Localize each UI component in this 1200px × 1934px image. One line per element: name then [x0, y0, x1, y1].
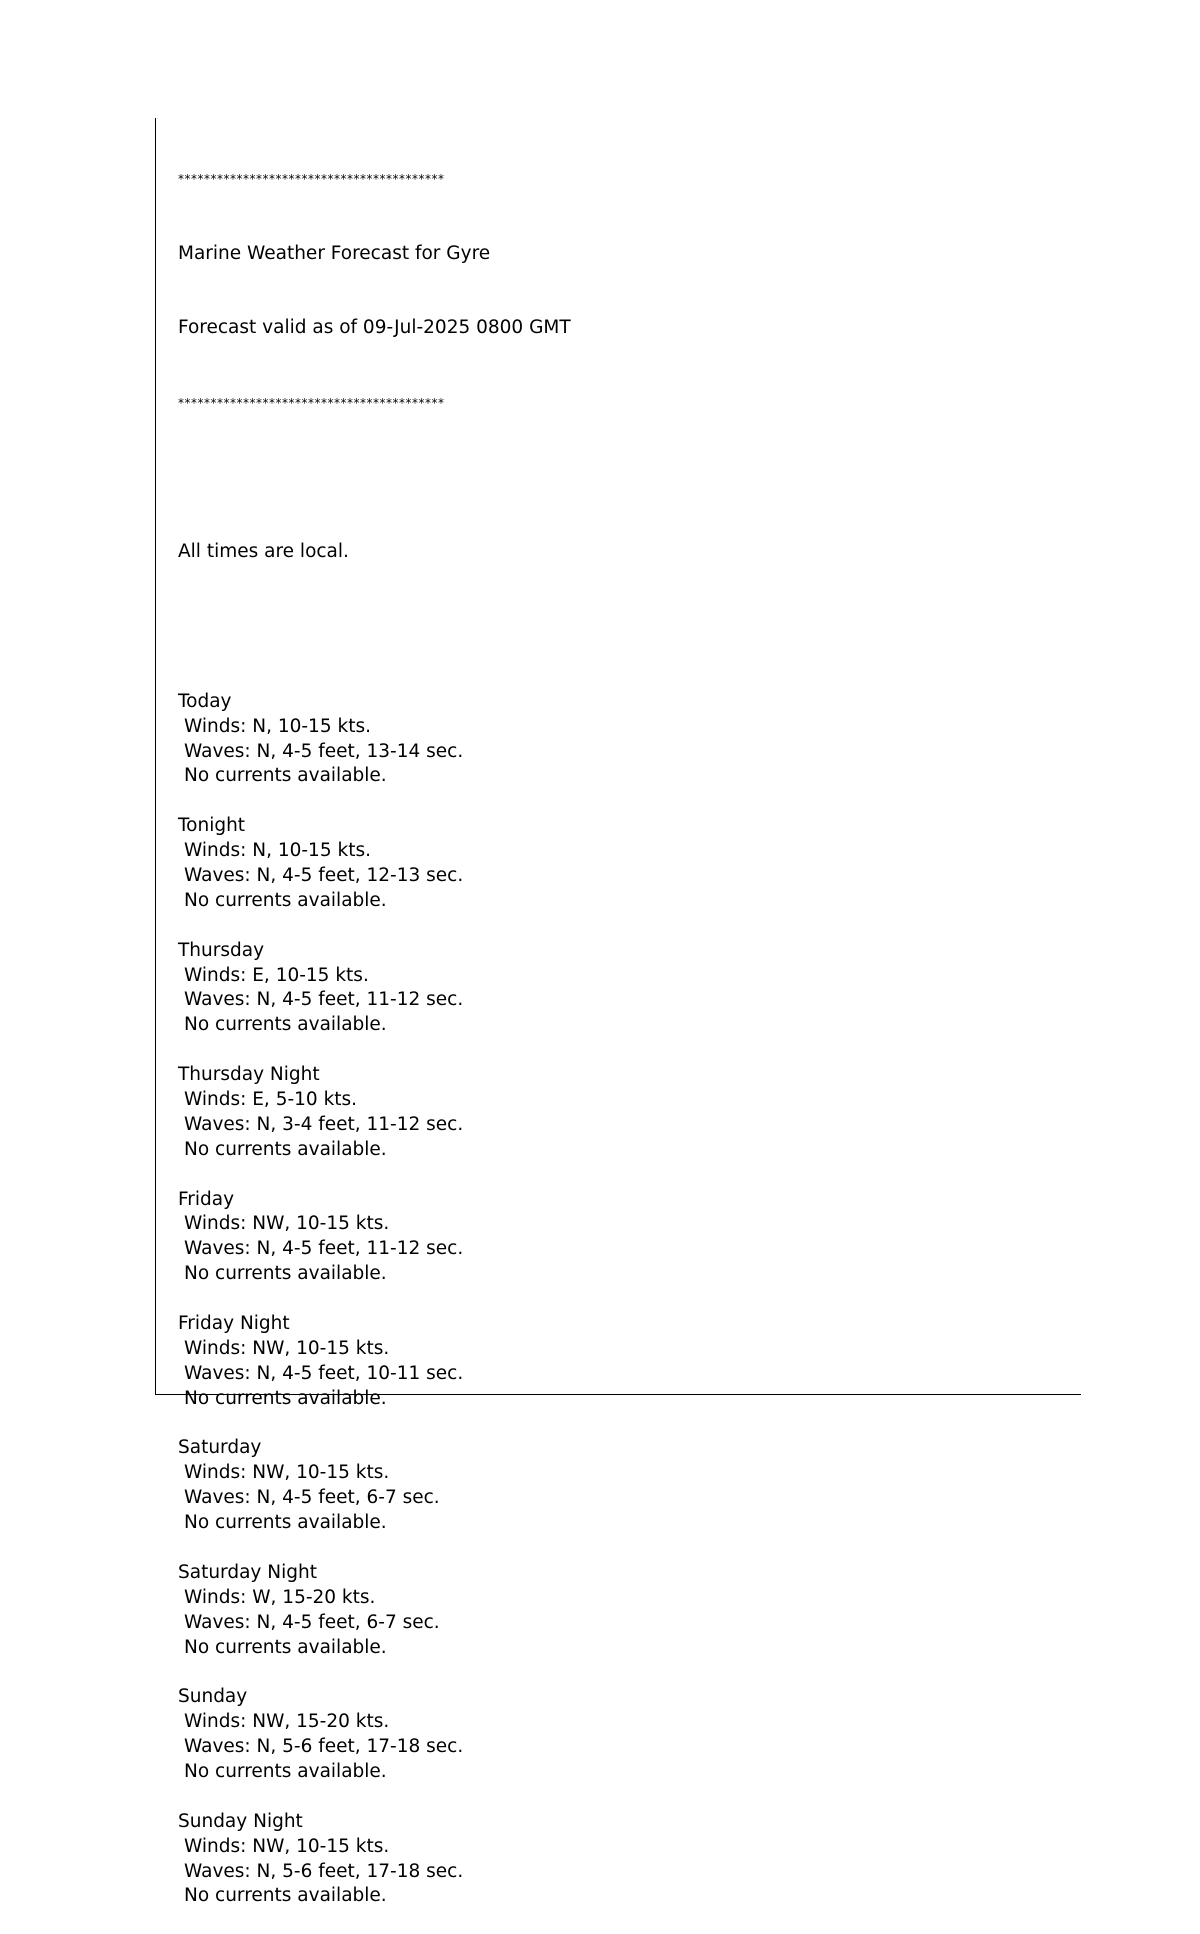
period-name: Sunday Night: [178, 1810, 303, 1832]
period-name: Friday: [178, 1188, 235, 1210]
blank-line: [178, 615, 1078, 640]
forecast-period: [178, 1810, 1078, 1910]
period-currents: No currents available.: [184, 1014, 387, 1036]
blank-line: [178, 1038, 1078, 1063]
period-currents: No currents available.: [184, 1387, 387, 1409]
period-name: Sunday: [178, 1686, 248, 1708]
forecast-valid-time: Forecast valid as of 09-Jul-2025 0800 GMT: [178, 317, 571, 339]
period-waves: Waves: N, 4-5 feet, 10-11 sec.: [184, 1362, 464, 1384]
period-currents: No currents available.: [184, 1263, 387, 1285]
period-winds: Winds: NW, 10-15 kts.: [184, 1213, 390, 1235]
period-name: Today: [178, 690, 232, 712]
period-currents: No currents available.: [184, 1885, 387, 1907]
period-waves: Waves: N, 3-4 feet, 11-12 sec.: [184, 1113, 464, 1135]
period-waves: Waves: N, 4-5 feet, 11-12 sec.: [184, 989, 464, 1011]
period-winds: Winds: E, 10-15 kts.: [184, 964, 369, 986]
blank-line: [178, 1660, 1078, 1685]
period-waves: Waves: N, 5-6 feet, 17-18 sec.: [184, 1736, 464, 1758]
period-winds: Winds: E, 5-10 kts.: [184, 1088, 358, 1110]
period-winds: Winds: NW, 10-15 kts.: [184, 1337, 390, 1359]
blank-line: [178, 1412, 1078, 1437]
period-winds: Winds: N, 10-15 kts.: [184, 840, 371, 862]
blank-line: [178, 1536, 1078, 1561]
blank-line: [178, 1287, 1078, 1312]
forecast-period: [178, 1312, 1078, 1436]
period-name: Saturday Night: [178, 1561, 317, 1583]
period-waves: Waves: N, 4-5 feet, 13-14 sec.: [184, 740, 464, 762]
period-name: Tonight: [178, 815, 246, 837]
period-waves: Waves: N, 4-5 feet, 6-7 sec.: [184, 1611, 440, 1633]
period-winds: Winds: W, 15-20 kts.: [184, 1586, 376, 1608]
period-currents: No currents available.: [184, 765, 387, 787]
period-currents: No currents available.: [184, 1138, 387, 1160]
times-note: All times are local.: [178, 541, 349, 563]
forecast-period: [178, 690, 1078, 814]
forecast-period: [178, 1561, 1078, 1685]
period-currents: No currents available.: [184, 1636, 387, 1658]
forecast-period: [178, 1188, 1078, 1312]
period-winds: Winds: NW, 15-20 kts.: [184, 1711, 390, 1733]
header-stars-bottom: *****************************************: [178, 395, 445, 410]
forecast-period: [178, 1436, 1078, 1560]
header-stars-top: *****************************************: [178, 171, 445, 186]
forecast-period: [178, 814, 1078, 938]
blank-line: [178, 466, 1078, 491]
forecast-document: [178, 117, 1078, 1934]
period-name: Friday Night: [178, 1313, 290, 1334]
period-waves: Waves: N, 4-5 feet, 11-12 sec.: [184, 1238, 464, 1260]
period-name: Thursday Night: [178, 1064, 320, 1086]
forecast-period: [178, 1685, 1078, 1809]
period-waves: Waves: N, 4-5 feet, 6-7 sec.: [184, 1487, 440, 1509]
period-winds: Winds: NW, 10-15 kts.: [184, 1835, 390, 1857]
forecast-period: [178, 1063, 1078, 1187]
period-waves: Waves: N, 4-5 feet, 12-13 sec.: [184, 864, 464, 886]
period-currents: No currents available.: [184, 1512, 387, 1534]
period-currents: No currents available.: [184, 889, 387, 911]
blank-line: [178, 914, 1078, 939]
period-name: Saturday: [178, 1437, 262, 1459]
blank-line: [178, 1785, 1078, 1810]
forecast-title: Marine Weather Forecast for Gyre: [178, 242, 491, 264]
period-winds: Winds: NW, 10-15 kts.: [184, 1462, 390, 1484]
forecast-periods: [178, 690, 1078, 1910]
blank-line: [178, 789, 1078, 814]
period-waves: Waves: N, 5-6 feet, 17-18 sec.: [184, 1860, 464, 1882]
blank-line: [178, 1163, 1078, 1188]
period-currents: No currents available.: [184, 1761, 387, 1783]
period-winds: Winds: N, 10-15 kts.: [184, 715, 371, 737]
period-name: Thursday: [178, 939, 265, 961]
forecast-period: [178, 939, 1078, 1063]
